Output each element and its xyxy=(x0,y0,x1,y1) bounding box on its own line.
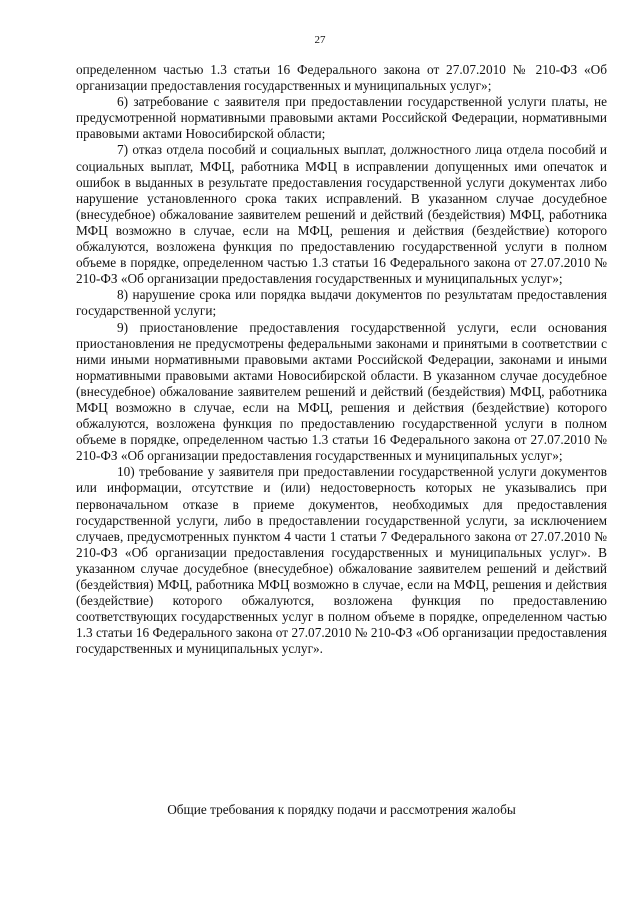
paragraph-item-10: 10) требование у заявителя при предоставлении государственной услуги документов или информации, отсутствие и (или) недостоверность которых не указывались при первоначальном отказе в приеме документов, необходимых для предоставления государственной услуги, либо в предоставлении государственной услуги, за исключением случаев, предусмотренных пунктом 4 части 1 статьи 7 Федерального закона от 27.07.2010 № 210-ФЗ «Об организации предоставления государственных и муниципальных услуг». В указанном случае досудебное (внесудебное) обжалование заявителем решений и действий (бездействия) МФЦ, работника МФЦ возможно в случае, если на МФЦ, решения и действия (бездействие) которого обжалуются, возложена функция по предоставлению соответствующих государственных услуг в полном объеме в порядке, определенном частью 1.3 статьи 16 Федерального закона от 27.07.2010 № 210-ФЗ «Об организации предоставления государственных и муниципальных услуг». xyxy=(76,464,607,657)
document-body xyxy=(76,62,607,657)
page-number: 27 xyxy=(314,34,326,46)
paragraph-item-9: 9) приостановление предоставления государственной услуги, если основания приостановления не предусмотрены федеральными законами и принятыми в соответствии с ними иными нормативными правовыми актами Российской Федерации, законами и иными нормативными правовыми актами Новосибирской области. В указанном случае досудебное (внесудебное) обжалование заявителем решений и действий (бездействия) МФЦ, работника МФЦ возможно в случае, если на МФЦ, решения и действия (бездействие) которого обжалуются, возложена функция по предоставлению государственной услуги в полном объеме в порядке, определенном частью 1.3 статьи 16 Федерального закона от 27.07.2010 № 210-ФЗ «Об организации предоставления государственных и муниципальных услуг»; xyxy=(76,319,607,464)
paragraph-continuation: определенном частью 1.3 статьи 16 Федерального закона от 27.07.2010 № 210-ФЗ «Об организации предоставления государственных и муниципальных услуг»; xyxy=(76,62,607,94)
section-heading: Общие требования к порядку подачи и рассмотрения жалобы xyxy=(167,802,516,817)
paragraph-item-8: 8) нарушение срока или порядка выдачи документов по результатам предоставления государственной услуги; xyxy=(76,287,607,319)
paragraph-item-7: 7) отказ отдела пособий и социальных выплат, должностного лица отдела пособий и социальных выплат, МФЦ, работника МФЦ в исправлении допущенных ими опечаток и ошибок в выданных в результате предоставления государственной услуги документах либо нарушение установленного срока таких исправлений. В указанном случае досудебное (внесудебное) обжалование заявителем решений и действий (бездействия) МФЦ, работника МФЦ возможно в случае, если на МФЦ, решения и действия (бездействие) которого обжалуются, возложена функция по предоставлению государственной услуги в полном объеме в порядке, определенном частью 1.3 статьи 16 Федерального закона от 27.07.2010 № 210-ФЗ «Об организации предоставления государственных и муниципальных услуг»; xyxy=(76,142,607,287)
paragraph-item-6: 6) затребование с заявителя при предоставлении государственной услуги платы, не предусмотренной нормативными правовыми актами Российской Федерации, нормативными правовыми актами Новосибирской области; xyxy=(76,94,607,142)
